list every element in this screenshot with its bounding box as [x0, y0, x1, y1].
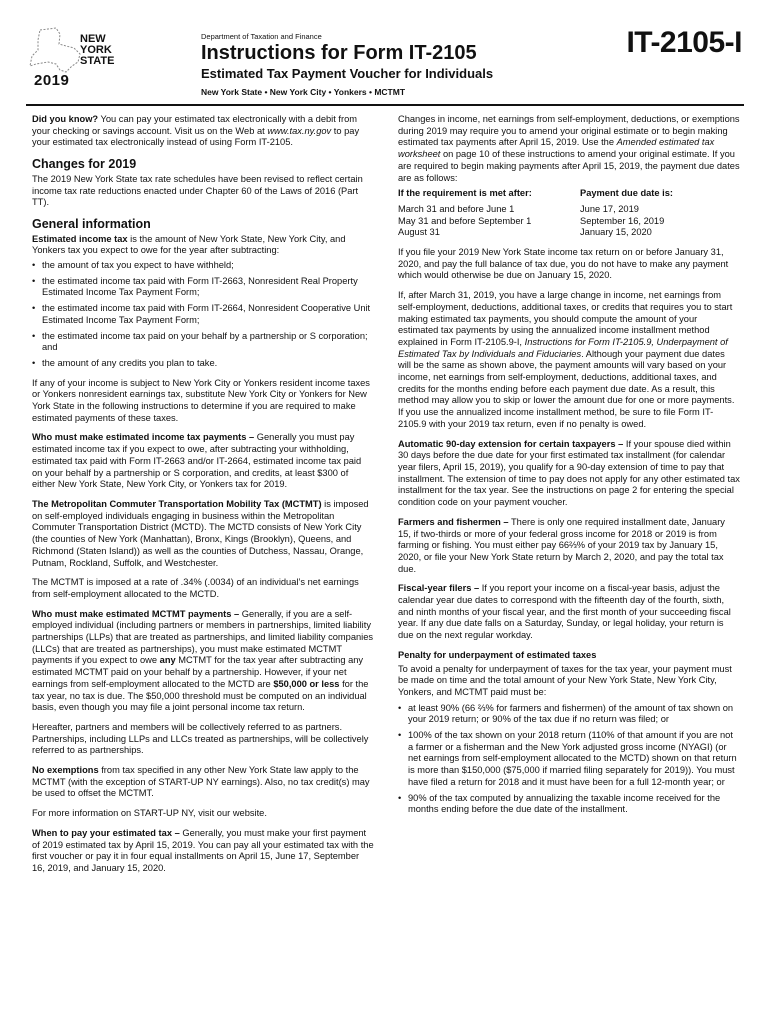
page-title: Instructions for Form IT-2105: [201, 42, 477, 64]
penalty-paragraph: To avoid a penalty for underpayment of taxes for the tax year, your payment must be made on time and the total amount of your New York State, New York City, Yonkers, and MCTMT paid must be:: [398, 663, 732, 697]
jurisdictions-line: New York State • New York City • Yonkers • MCTMT: [201, 87, 406, 97]
did-you-know-paragraph: Did you know? You can pay your estimated tax electronically with a debit from your checking or savings account. Visit us on the Web at www.tax.ny.gov to pay your estimated tax electronically instead of using Form IT-2105.: [32, 114, 360, 148]
table-header-row: [398, 188, 740, 204]
list-item: • the estimated income tax paid with Form IT-2664, Nonresident Cooperative Unit Estimated Income Tax Payment Form;: [32, 303, 374, 326]
list-item: • 100% of the tax shown on your 2018 return (110% of that amount if you are not a farmer or a fisherman and the New York adjusted gross income (NYAGI) (or net earnings from self-employment allocated to the MCTD) shown on that return is more than $150,000 ($75,000 if married filing separately for 2019)). You must have filed a return for 2018 and it must have been for a full 12-month year; or: [398, 730, 740, 789]
logo-year: 2019: [34, 72, 70, 89]
logo-wordmark: NEW YORK STATE: [80, 33, 115, 67]
list-item: • 90% of the tax computed by annualizing the taxable income received for the months ending before the due date of the installment.: [398, 793, 740, 816]
changes-in-income-paragraph: Changes in income, net earnings from self-employment, deductions, or exemptions during 2019 may require you to amend your original estimate or to begin making estimated tax payments after April 15, 2019. Use the Amended estimated tax worksheet on page 10 of these instructions to amend your original estimate. If you are required to begin making payments after April 15, 2019, the payment due dates are as follows:: [398, 114, 740, 183]
fiscal-year-paragraph: Fiscal-year filers – If you report your income on a fiscal-year basis, adjust the calendar year due dates to correspond with the fifteenth day of the fourth, sixth, and ninth months of your fiscal year, and the first month of your succeeding fiscal year. If any due date falls on a Saturday, Sunday, or legal holiday, your return is due on the next regular workday.: [398, 583, 731, 641]
table-row: March 31 and before June 1 June 17, 2019: [398, 203, 639, 214]
table-row: May 31 and before September 1 September 16, 2019: [398, 215, 665, 226]
mctmt-paragraph: The Metropolitan Commuter Transportation Mobility Tax (MCTMT) is imposed on self-employed individuals engaging in business within the Metropolitan Commuter Transportation District (MCTD). The MCTD consists of New York City (the counties of New York (Manhattan), Bronx, Kings (Brooklyn), Queens, and Richmond (Staten Island)) as well as the counties of Dutchess, Nassau, Orange, Putnam, Rockland, Suffolk, and Westchester.: [32, 498, 369, 568]
hereafter-paragraph: Hereafter, partners and members will be collectively referred to as partners. Partnerships, including LLPs and LLCs treated as partnerships, will be collectively referred to as partnerships.: [32, 721, 369, 756]
annualized-method-paragraph: If, after March 31, 2019, you have a large change in income, net earnings from self-employment, deductions, additional taxes, or credits that requires you to start making estimated tax payments, you should compute the amount of your estimated tax payments by using the annualized income installment method explained in Form IT-2105.9-I, Instructions for Form IT-2105.9, Underpayment of Estimated Tax by Individuals and Fiduciaries. Although your payment due dates will be the same as shown above, the payment amounts will vary based on your income, net earnings from self-employment, deductions, additional taxes, and credits for the months ending before each payment due date. As a result, this method may allow you to skip or lower the amount due for one or more payments. If you use the annualized income installment method, be sure to file Form IT-2105.9 with your 2019 tax return, even if no penalty is owed.: [398, 290, 735, 429]
due-date-table: [398, 188, 740, 239]
department-name: Department of Taxation and Finance: [201, 32, 322, 41]
right-column: [398, 114, 740, 824]
list-item: • the estimated income tax paid with Form IT-2663, Nonresident Real Property Estimated Income Tax Payment Form;: [32, 276, 374, 299]
list-item: • the estimated income tax paid on your behalf by a partnership or S corporation; and: [32, 331, 374, 354]
list-item: • the amount of tax you expect to have withheld;: [32, 260, 374, 272]
startup-paragraph: For more information on START-UP NY, visit our website.: [32, 808, 267, 819]
list-item: • the amount of any credits you plan to take.: [32, 358, 374, 370]
nys-logo: [26, 22, 136, 94]
left-column: [32, 114, 374, 883]
farmers-paragraph: Farmers and fishermen – There is only one required installment date, January 15, if two-thirds or more of your federal gross income for 2018 or 2019 is from farming or fishing. You must either pay 66⅔% of your 2019 tax by January 15, 2020, or file your New York State return by March 2, 2020, and pay the total tax due.: [398, 516, 725, 574]
nys-map-icon: [26, 26, 88, 78]
no-exemptions-paragraph: No exemptions from tax specified in any other New York State law apply to the MCTMT (with the exception of START-UP NY earnings). Also, no tax credit(s) may be used to offset the MCTMT.: [32, 765, 370, 799]
file-by-january-paragraph: If you file your 2019 New York State income tax return on or before January 31, 2020, and pay the full balance of tax due, you do not have to make any payment which would otherwise be due on January 15, 2020.: [398, 247, 729, 281]
general-info-heading: General information: [32, 216, 151, 231]
tax-website-link[interactable]: www.tax.ny.gov: [267, 125, 332, 136]
list-item: • at least 90% (66 ⅔% for farmers and fishermen) of the amount of tax shown on your 2019 return; or 90% of the tax due if no return was filed; or: [398, 703, 740, 726]
subtractions-list: [32, 260, 374, 370]
changes-paragraph: The 2019 New York State tax rate schedules have been revised to reflect certain income tax rate reductions enacted under Chapter 60 of the Laws of 2016 (Part TT).: [32, 173, 363, 208]
changes-heading: Changes for 2019: [32, 157, 137, 172]
estimated-income-tax-paragraph: Estimated income tax is the amount of New York State, New York City, and Yonkers tax you expect to owe for the year after subtracting:: [32, 233, 346, 256]
penalty-heading: Penalty for underpayment of estimated taxes: [398, 649, 597, 660]
page-header: [0, 0, 770, 104]
when-to-pay-paragraph: When to pay your estimated tax – Generally, you must make your first payment of 2019 estimated tax by April 15, 2019. You can pay all your estimated tax with the first voucher or pay it in four equal installments on April 15, June 17, September 16, 2019, and January 15, 2020.: [32, 827, 374, 873]
page-subtitle: Estimated Tax Payment Voucher for Individuals: [201, 66, 494, 81]
penalty-list: [398, 703, 740, 816]
who-must-paragraph: Who must make estimated income tax payments – Generally you must pay estimated income tax if you expect to owe, after subtracting your withholding, estimated tax paid with Form IT-2663 and/or IT-2664, estimated income tax paid on your behalf by a partnership or S corporation, and credits, at least $300 of either New York State, New York City, or Yonkers tax for 2019.: [32, 432, 362, 490]
did-you-know-lead: Did you know?: [32, 114, 99, 124]
automatic-extension-paragraph: Automatic 90-day extension for certain taxpayers – If your spouse died within 30 days before the due date for your first estimated tax installment (for calendar year filers, April 15, 2019), you qualify for a 90-day extension of time to pay that installment. The extension of time to pay does not apply for any other estimated tax installment for the tax year. See the instructions on page 2 for entering the special condition code on your payment voucher.: [398, 438, 740, 508]
who-mctmt-paragraph: Who must make estimated MCTMT payments – Generally, if you are a self-employed individual (including partners or members in partnerships, limited liability partnerships (LLPs) that are treated as partnerships, and limited liability companies (LLCs) that are treated as partnerships), you must make estimated MCTMT payments if you expect to owe any MCTMT for the tax year after subtracting any estimated MCTMT paid on your behalf by a partnership. However, if your net earnings from self-employment allocated to the MCTD are $50,000 or less for the tax year, no tax is due. The $50,000 threshold must be computed on an individual basis, even though you may file a joint personal income tax return.: [32, 608, 374, 713]
nyc-yonkers-paragraph: If any of your income is subject to New York City or Yonkers resident income taxes or Yonkers nonresident earnings tax, substitute New York City or Yonkers for New York State in the following instructions to determine if you are required to make estimated payments of these taxes.: [32, 377, 370, 423]
mctmt-rate-paragraph: The MCTMT is imposed at a rate of .34% (.0034) of an individual’s net earnings from self-employment allocated to the MCTD.: [32, 577, 359, 599]
column-header: Payment due date is:: [580, 188, 673, 199]
table-row: August 31 January 15, 2020: [398, 227, 652, 238]
column-header: If the requirement is met after:: [398, 188, 532, 199]
header-divider: [26, 104, 744, 106]
form-code: IT-2105-I: [626, 26, 742, 59]
